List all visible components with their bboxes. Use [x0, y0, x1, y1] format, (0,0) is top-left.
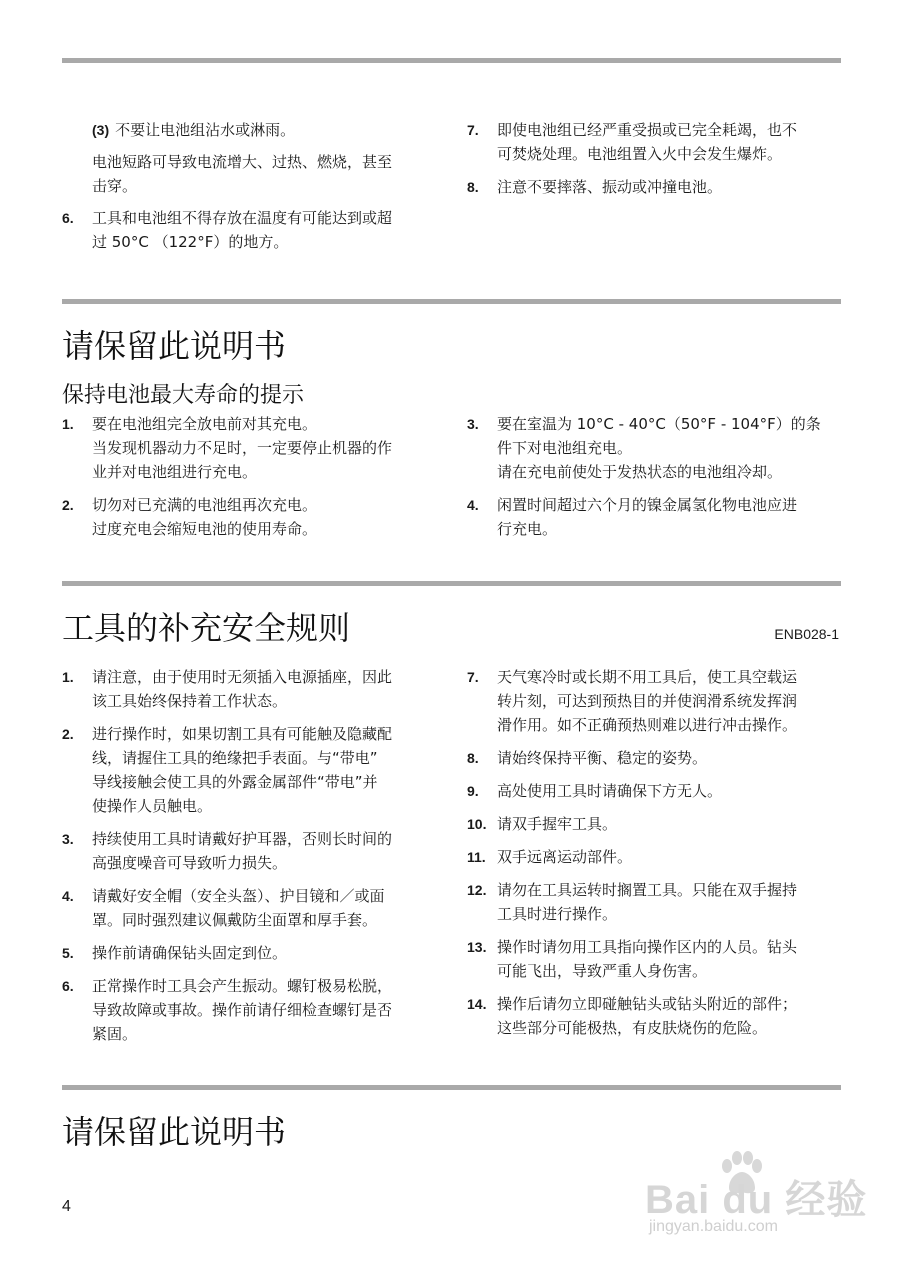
- list-item: 6. 工具和电池组不得存放在温度有可能达到或超 过 50°C （122°F）的地方。: [62, 206, 438, 254]
- list-item: 5. 操作前请确保钻头固定到位。: [62, 941, 438, 965]
- item-number: 3.: [62, 831, 74, 847]
- sub-item-3: [62, 118, 438, 142]
- item-number: 4.: [62, 888, 74, 904]
- list-item: 4. 闲置时间超过六个月的镍金属氢化物电池应进 行充电。: [467, 493, 843, 541]
- tool-rules-left-column: [62, 665, 438, 1055]
- list-item: 3. 持续使用工具时请戴好护耳器，否则长时间的 高强度噪音可导致听力损失。: [62, 827, 438, 875]
- list-item: 14. 操作后请勿立即碰触钻头或钻头附近的部件； 这些部分可能极热，有皮肤烧伤的危险。: [467, 992, 843, 1040]
- baidu-jingyan-watermark: [645, 1150, 868, 1250]
- list-item: 11. 双手远离运动部件。: [467, 845, 843, 869]
- watermark-logo: Bai du 经验: [645, 1178, 868, 1222]
- tool-rules-heading: 工具的补充安全规则: [62, 609, 351, 647]
- item-number: 14.: [467, 996, 487, 1012]
- item-number: 8.: [467, 179, 479, 195]
- divider-rule: [62, 58, 841, 63]
- list-item: 10. 请双手握牢工具。: [467, 812, 843, 836]
- list-item: 6. 正常操作时工具会产生振动。螺钉极易松脱， 导致故障或事故。操作前请仔细检查螺钉是否 紧固。: [62, 974, 438, 1046]
- list-item: 12. 请勿在工具运转时搁置工具。只能在双手握持 工具时进行操作。: [467, 878, 843, 926]
- item-number: 7.: [467, 122, 479, 138]
- item-number: 2.: [62, 726, 74, 742]
- sub-item-text: 不要让电池组沾水或淋雨。: [115, 121, 296, 139]
- item-number: 6.: [62, 210, 74, 226]
- page-number: 4: [62, 1198, 71, 1215]
- list-item: 1. 要在电池组完全放电前对其充电。 当发现机器动力不足时，一定要停止机器的作 业并对电池组进行充电。: [62, 412, 438, 484]
- save-instructions-heading: 请保留此说明书: [62, 327, 287, 365]
- list-item: 2. 进行操作时，如果切割工具有可能触及隐藏配 线，请握住工具的绝缘把手表面。与“带电” 导线接触会使工具的外露金属部件“带电”并 使操作人员触电。: [62, 722, 438, 818]
- item-number: 6.: [62, 978, 74, 994]
- list-item: 2. 切勿对已充满的电池组再次充电。 过度充电会缩短电池的使用寿命。: [62, 493, 438, 541]
- battery-tips-right-column: [467, 412, 843, 550]
- item-number: 1.: [62, 669, 74, 685]
- item-number: 11.: [467, 849, 486, 865]
- list-item: 3. 要在室温为 10°C - 40°C（50°F - 104°F）的条 件下对电池组充电。 请在充电前使处于发热状态的电池组冷却。: [467, 412, 843, 484]
- item-number: 12.: [467, 882, 487, 898]
- divider-rule: [62, 299, 841, 304]
- battery-tips-left-column: [62, 412, 438, 550]
- battery-tips-heading: 保持电池最大寿命的提示: [62, 383, 305, 408]
- item-number: 5.: [62, 945, 74, 961]
- item-number: 8.: [467, 750, 479, 766]
- list-item: 4. 请戴好安全帽（安全头盔）、护目镜和／或面 罩。同时强烈建议佩戴防尘面罩和厚手套。: [62, 884, 438, 932]
- item-number: 2.: [62, 497, 74, 513]
- list-item: 7. 即使电池组已经严重受损或已完全耗竭，也不 可焚烧处理。电池组置入火中会发生爆炸。: [467, 118, 843, 166]
- save-instructions-heading: 请保留此说明书: [62, 1113, 287, 1151]
- top-left-column: [62, 118, 438, 263]
- item-number: 13.: [467, 939, 487, 955]
- sub-item-number: (3): [92, 122, 110, 138]
- item-number: 9.: [467, 783, 479, 799]
- list-item: 13. 操作时请勿用工具指向操作区内的人员。钻头 可能飞出，导致严重人身伤害。: [467, 935, 843, 983]
- top-right-column: [467, 118, 843, 208]
- document-code: ENB028-1: [774, 626, 839, 642]
- item-number: 4.: [467, 497, 479, 513]
- tool-rules-right-column: [467, 665, 843, 1049]
- list-item: 8. 请始终保持平衡、稳定的姿势。: [467, 746, 843, 770]
- list-item: 9. 高处使用工具时请确保下方无人。: [467, 779, 843, 803]
- item-number: 1.: [62, 416, 74, 432]
- item-number: 10.: [467, 816, 487, 832]
- divider-rule: [62, 581, 841, 586]
- item-number: 7.: [467, 669, 479, 685]
- item-number: 3.: [467, 416, 479, 432]
- list-item: 8. 注意不要摔落、振动或冲撞电池。: [467, 175, 843, 199]
- watermark-url: jingyan.baidu.com: [649, 1218, 778, 1235]
- list-item: 1. 请注意，由于使用时无须插入电源插座，因此 该工具始终保持着工作状态。: [62, 665, 438, 713]
- divider-rule: [62, 1085, 841, 1090]
- sub-item-note: 电池短路可导致电流增大、过热、燃烧，甚至 击穿。: [92, 153, 393, 195]
- list-item: 7. 天气寒冷时或长期不用工具后，使工具空载运 转片刻，可达到预热目的并使润滑系统发挥润 滑作用。如不正确预热则难以进行冲击操作。: [467, 665, 843, 737]
